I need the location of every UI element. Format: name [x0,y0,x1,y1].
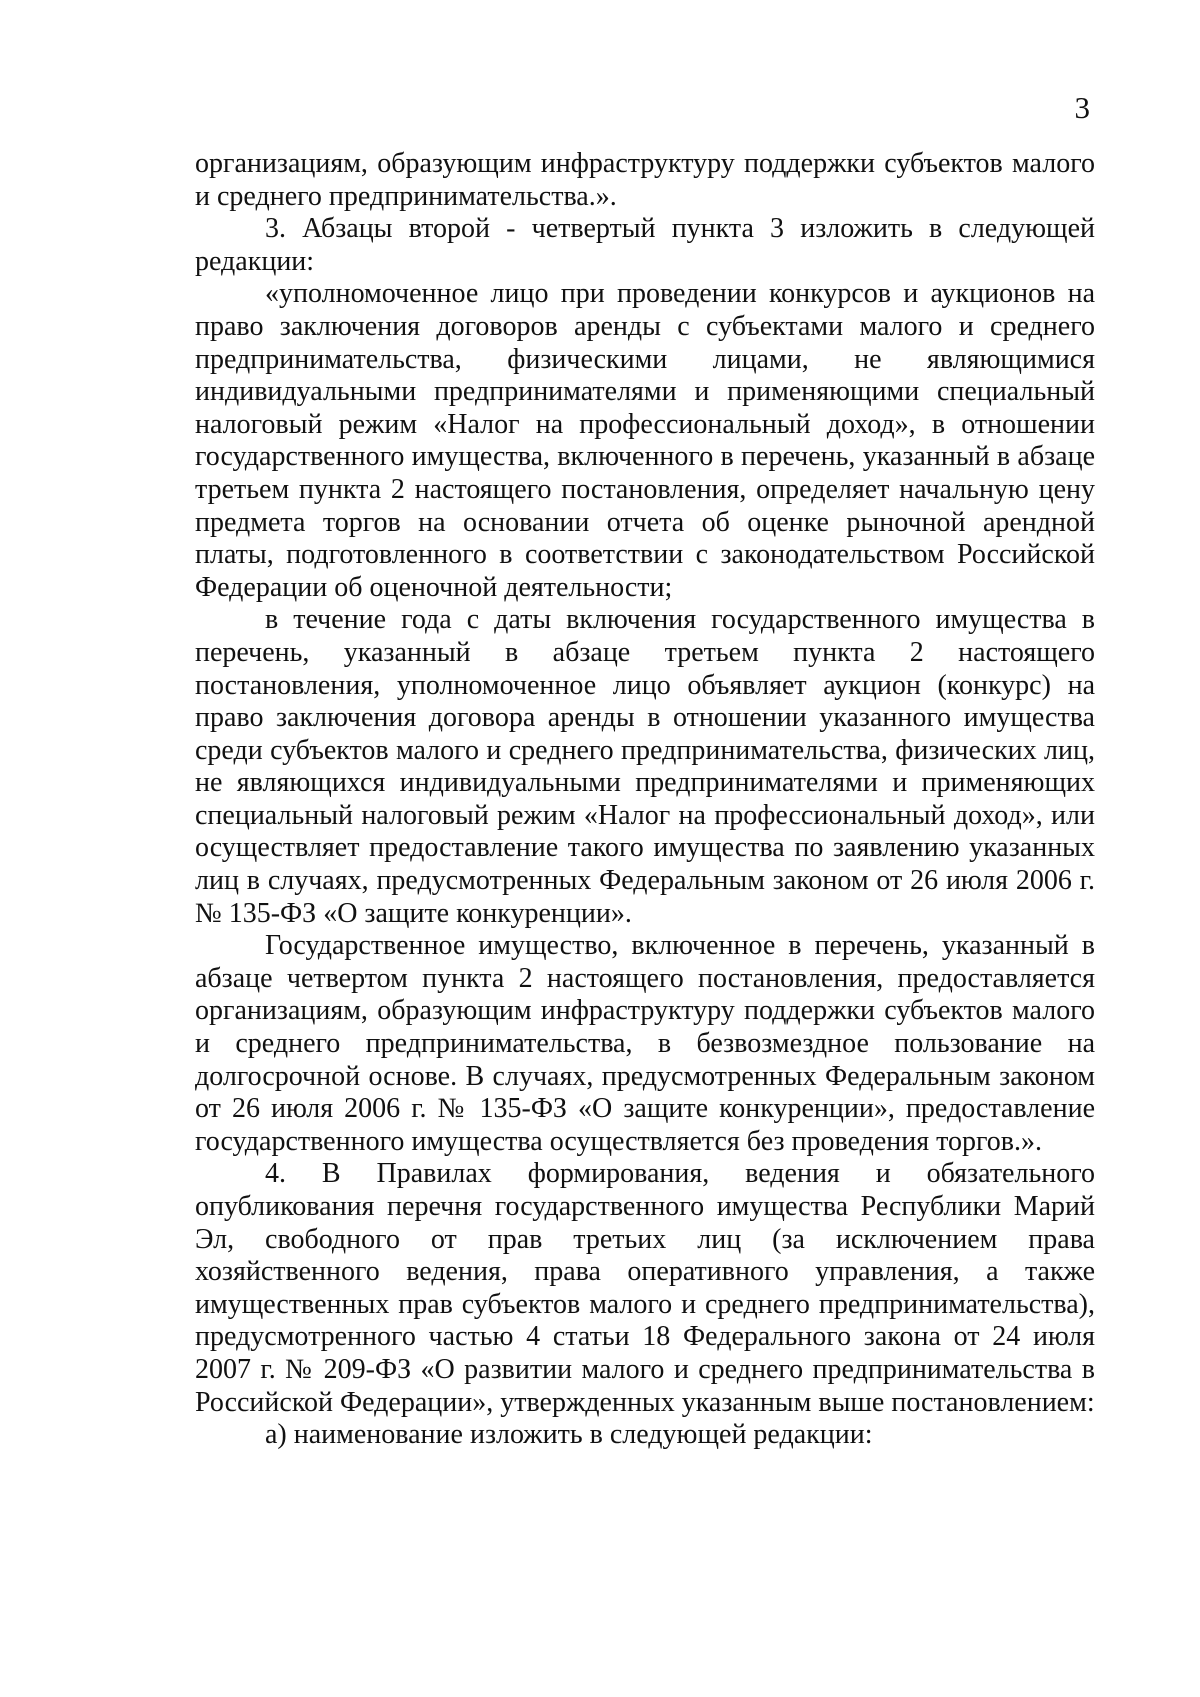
document-body [195,148,1095,1452]
paragraph-quoted-authorized-person: «уполномоченное лицо при проведении конкурсов и аукционов на право заключения договоров аренды с субъектами малого и среднего предпринимательства, физическими лицами, не являющимися индивидуальными предпринимателями и применяющими специальный налоговый режим «Налог на профессиональный доход», в отношении государственного имущества, включенного в перечень, указанный в абзаце третьем пункта 2 настоящего постановления, определяет начальную цену предмета торгов на основании отчета об оценке рыночной арендной платы, подготовленного в соответствии с законодательством Российской Федерации об оценочной деятельности; [195,278,1095,603]
paragraph-item-4: 4. В Правилах формирования, ведения и обязательного опубликования перечня государственного имущества Республики Марий Эл, свободного от прав третьих лиц (за исключением права хозяйственного ведения, права оперативного управления, а также имущественных прав субъектов малого и среднего предпринимательства), предусмотренного частью 4 статьи 18 Федерального закона от 24 июля 2007 г. № 209-ФЗ «О развитии малого и среднего предпринимательства в Российской Федерации», утвержденных указанным выше постановлением: [195,1158,1095,1418]
page-number: 3 [1074,90,1090,125]
paragraph-within-year: в течение года с даты включения государственного имущества в перечень, указанный в абзаце третьем пункта 2 настоящего постановления, уполномоченное лицо объявляет аукцион (конкурс) на право заключения договора аренды в отношении указанного имущества среди субъектов малого и среднего предпринимательства, физических лиц, не являющихся индивидуальными предпринимателями и применяющих специальный налоговый режим «Налог на профессиональный доход», или осуществляет предоставление такого имущества по заявлению указанных лиц в случаях, предусмотренных Федеральным законом от 26 июля 2006 г. № 135-ФЗ «О защите конкуренции». [195,604,1095,929]
paragraph-state-property: Государственное имущество, включенное в перечень, указанный в абзаце четвертом пункта 2 настоящего постановления, предоставляется организациям, образующим инфраструктуру поддержки субъектов малого и среднего предпринимательства, в безвозмездное пользование на долгосрочной основе. В случаях, предусмотренных Федеральным законом от 26 июля 2006 г. № 135-ФЗ «О защите конкуренции», предоставление государственного имущества осуществляется без проведения торгов.». [195,930,1095,1157]
paragraph-item-3: 3. Абзацы второй - четвертый пункта 3 изложить в следующей редакции: [195,213,1095,277]
paragraph-subitem-a: а) наименование изложить в следующей редакции: [265,1419,873,1451]
paragraph-continuation: организациям, образующим инфраструктуру поддержки субъектов малого и среднего предпринимательства.». [195,148,1095,212]
